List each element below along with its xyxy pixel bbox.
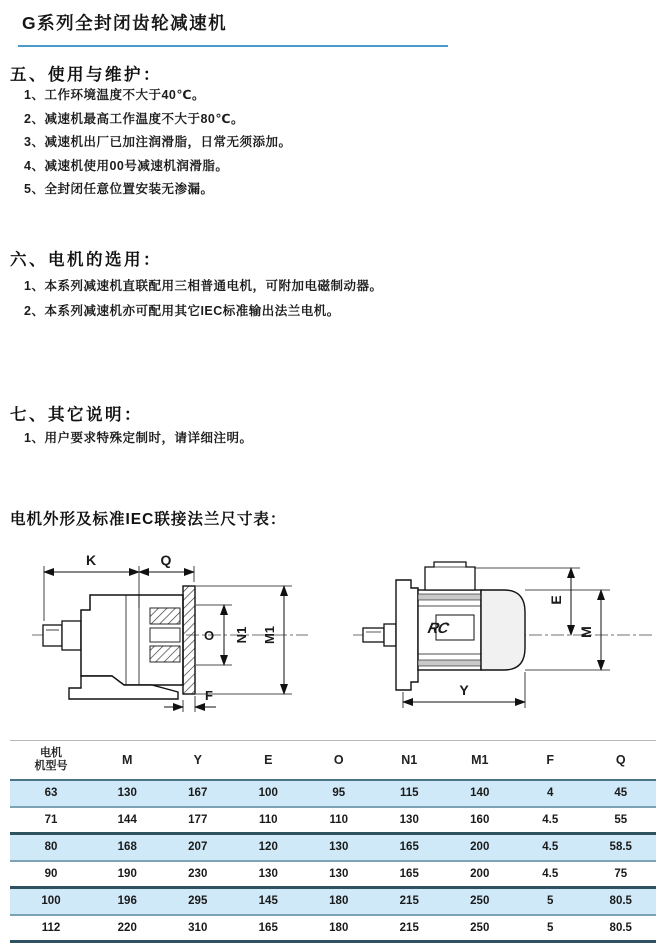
dimension-cell: 95 — [332, 787, 346, 799]
dimension-cell: 140 — [470, 787, 490, 799]
dimension-cell: 75 — [614, 867, 628, 880]
dimension-cell: 165 — [258, 921, 278, 934]
col-header: M — [92, 741, 163, 780]
table-row — [10, 780, 656, 807]
dimension-cell: 4 — [547, 787, 554, 799]
dimension-cell: 58.5 — [609, 841, 632, 854]
dimension-cell: 200 — [470, 867, 490, 880]
reducer-side-view-diagram — [6, 548, 316, 738]
dim-label-q: Q — [160, 552, 172, 568]
col-header: Q — [586, 741, 657, 780]
dimension-cell: 110 — [258, 813, 278, 826]
dimension-cell: 4.5 — [542, 867, 559, 880]
dimension-cell: 130 — [258, 867, 278, 880]
dimension-cell: 165 — [399, 841, 419, 854]
section-heading-usage: 五、使用与维护： — [10, 66, 162, 84]
dim-label-m1: M1 — [262, 625, 277, 645]
other-notes-list — [24, 426, 252, 450]
flange-dimension-table — [10, 740, 656, 943]
dim-label-o: O — [203, 628, 215, 643]
dimension-cell: 110 — [329, 813, 349, 826]
dimension-cell: 130 — [117, 787, 137, 799]
dimension-cell: 130 — [329, 867, 349, 880]
dimension-cell: 144 — [117, 813, 137, 826]
dimension-cell: 130 — [399, 813, 419, 826]
col-header: Y — [163, 741, 234, 780]
dimension-cell: 310 — [188, 921, 208, 934]
dimension-cell: 180 — [329, 921, 349, 934]
dimension-cell: 80.5 — [609, 921, 632, 934]
brand-logo: RC — [426, 620, 450, 637]
list-item: 1、用户要求特殊定制时，请详细注明。 — [24, 431, 253, 445]
table-row — [10, 915, 656, 942]
dimension-cell: 5 — [547, 921, 554, 934]
col-header: M1 — [445, 741, 516, 780]
dimension-cell: 177 — [188, 813, 208, 826]
dimension-cell: 55 — [614, 813, 628, 826]
list-item: 3、减速机出厂已加注润滑脂，日常无须添加。 — [24, 135, 292, 150]
page-title: G系列全封闭齿轮减速机 — [22, 13, 228, 33]
flange-table-body — [10, 780, 656, 942]
dimension-cell: 250 — [470, 895, 490, 908]
dimension-cell: 100 — [258, 787, 278, 799]
dimension-table-heading: 电机外形及标准IEC联接法兰尺寸表： — [10, 511, 287, 528]
dimension-cell: 190 — [117, 867, 137, 880]
dimension-cell: 200 — [470, 841, 490, 854]
fan-cover — [481, 590, 525, 670]
list-item: 1、工作环境温度不大于40℃。 — [24, 88, 205, 102]
dimension-cell: 165 — [399, 867, 419, 880]
table-header-row — [10, 741, 656, 780]
dimension-cell: 80.5 — [609, 895, 632, 908]
dimension-cell: 160 — [470, 813, 490, 826]
col-header: O — [304, 741, 375, 780]
table-row — [10, 888, 656, 915]
dimension-cell: 220 — [117, 921, 137, 934]
list-item: 2、减速机最高工作温度不大于80℃。 — [24, 111, 244, 126]
dimension-cell: 180 — [329, 895, 349, 908]
table-row — [10, 807, 656, 834]
motor-model-cell: 71 — [44, 813, 58, 826]
dimension-cell: 250 — [470, 921, 490, 934]
dimension-cell: 295 — [188, 895, 208, 908]
dimension-cell: 145 — [258, 895, 278, 908]
col-header: N1 — [374, 741, 445, 780]
dim-label-y: Y — [459, 682, 469, 698]
motor-selection-list — [24, 274, 382, 324]
dimension-cell: 5 — [547, 895, 554, 908]
dimension-cell: 4.5 — [542, 813, 559, 826]
terminal-box — [425, 562, 475, 590]
dimension-cell: 130 — [329, 841, 349, 854]
table-row — [10, 861, 656, 888]
dim-label-n1: N1 — [234, 626, 249, 644]
motor-model-cell: 90 — [44, 867, 58, 880]
motor-model-cell: 100 — [41, 895, 61, 908]
motor-side-view-diagram — [348, 548, 658, 738]
dimension-cell: 215 — [399, 921, 419, 934]
dim-label-f: F — [205, 688, 213, 703]
flange — [183, 586, 195, 694]
dimension-cell: 115 — [399, 787, 419, 799]
dimension-cell: 167 — [188, 787, 208, 799]
list-item: 2、本系列减速机亦可配用其它IEC标准输出法兰电机。 — [24, 304, 340, 318]
dim-label-k: K — [85, 552, 97, 568]
col-header-model: 电机 机型号 — [10, 741, 92, 780]
dimension-cell: 45 — [614, 787, 628, 799]
dimension-cell: 207 — [188, 841, 208, 854]
motor-model-cell: 112 — [41, 921, 61, 934]
dimension-cell: 4.5 — [542, 841, 559, 854]
dimension-cell: 230 — [188, 867, 208, 880]
dimension-cell: 215 — [399, 895, 419, 908]
title-underline — [18, 45, 448, 47]
dim-label-m: M — [578, 626, 594, 638]
usage-note-list — [24, 84, 291, 202]
motor-model-cell: 80 — [44, 841, 58, 854]
col-header: E — [233, 741, 304, 780]
dimension-cell: 120 — [258, 841, 278, 854]
section-heading-other-notes: 七、其它说明： — [10, 406, 143, 424]
col-header: F — [515, 741, 586, 780]
list-item: 5、全封闭任意位置安装无渗漏。 — [24, 182, 214, 197]
motor-model-cell: 63 — [44, 787, 58, 799]
motor-flange — [396, 580, 418, 690]
list-item: 1、本系列减速机直联配用三相普通电机，可附加电磁制动器。 — [24, 279, 383, 293]
section-heading-motor-selection: 六、电机的选用： — [10, 251, 162, 269]
dim-label-e: E — [548, 595, 564, 605]
dimension-cell: 168 — [117, 841, 137, 854]
list-item: 4、减速机使用00号减速机润滑脂。 — [24, 158, 229, 173]
dimension-cell: 196 — [117, 895, 137, 908]
table-row — [10, 834, 656, 861]
